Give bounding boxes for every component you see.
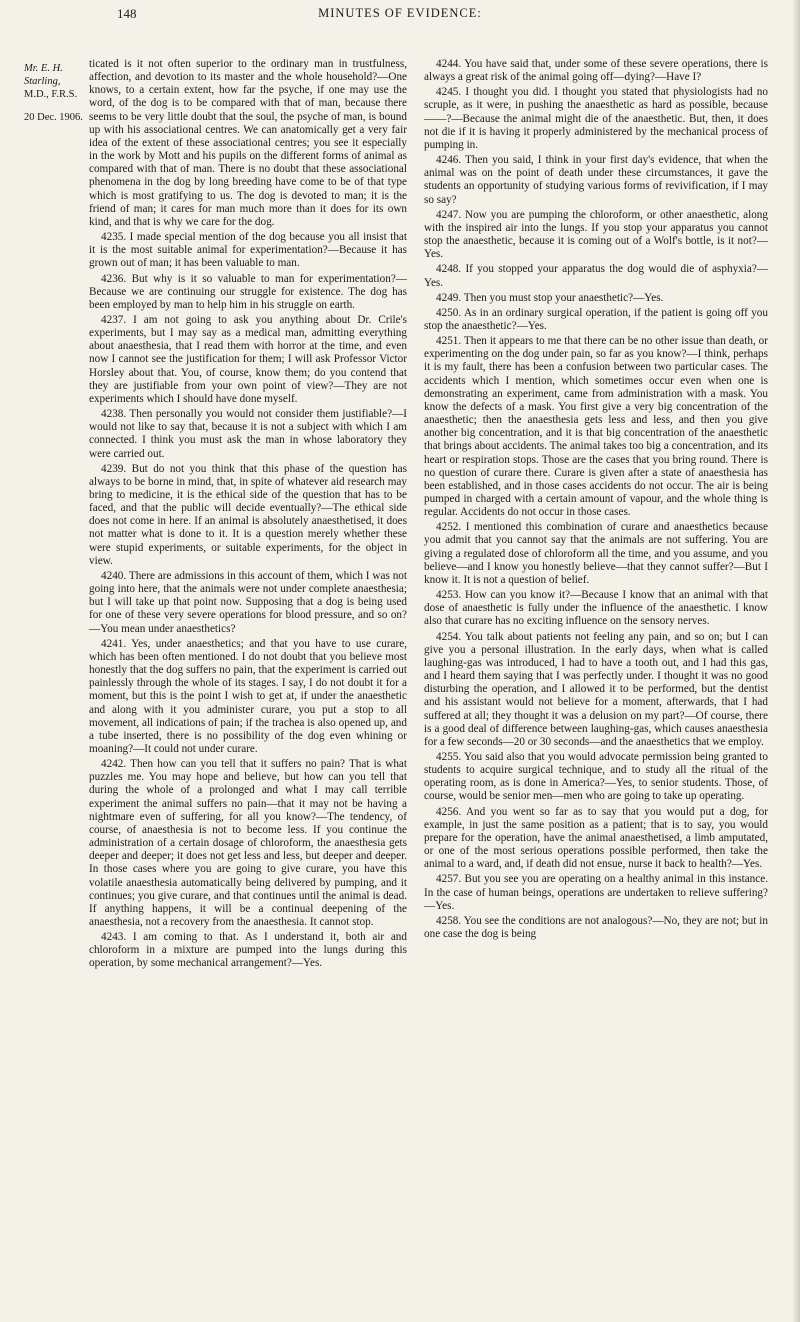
margin-note: [24, 62, 84, 124]
paragraph: 4251. Then it appears to me that there can be no other issue than death, or experimenting on the dog under pain, so far as you know?—I think, perhaps it is my fault, there has been a confusion between two particular cases. The accidents which I mention, which sometimes occur even when one is demonstrating an experiment, came from administration with a mask. You know the defects of a mask. You first give a very big concentration of the anaesthetic; then the anaesthesia gets less and less, and then you give another big concentration, and it is that big concentration of the anaesthetic that brings about accidents. The animal takes too big a concentration, and its heart or respiration stops. Those are the cases that you bring round. There is no question of curare there. Curare is given after a state of anaesthesia has been established, and in those cases accidents do not occur. The air is being pumped in charged with a certain amount of vapour, and the whole thing is regular. Accidents do not occur in those cases.: [424, 335, 768, 519]
paragraph: 4238. Then personally you would not consider them justifiable?—I would not like to say that, because it is not a subject with which I am connected. I think you must ask the man in whose laboratory they were carried out.: [89, 408, 407, 460]
paragraph: 4252. I mentioned this combination of curare and anaesthetics because you admit that you cannot say that the animals are not suffering. You are giving a regulated dose of chloroform all the time, and you assume, and you believe—and I know you honestly believe—that they cannot suffer?—But I know it. It is not a question of belief.: [424, 521, 768, 586]
page-number: 148: [117, 6, 137, 21]
evidence-date: 20 Dec. 1906.: [24, 112, 83, 123]
left-column: [89, 58, 407, 973]
paragraph: 4254. You talk about patients not feeling any pain, and so on; but I can give you a personal illustration. In the early days, when what is called laughing-gas was introduced, I had to have a tooth out, and I had this gas, and I heard them saying that I was perfectly under. I thought it was no good disturbing the operation, and I allowed it to be performed, but the dentist and his assistant would not believe for a moment, afterwards, that I had suffered at all; they thought it was a delusion on my part?—Of course, there is a good deal of difference between laughing-gas, which causes anaesthesia for a few seconds—20 or 30 seconds—and the anaesthetics that we employ.: [424, 630, 768, 748]
paragraph: ticated is it not often superior to the ordinary man in trustfulness, affection, and devotion to its master and the whole household?—One knows, to a certain extent, how far the psyche, if one may use the word, of the dog is to be compared with that of man, because there seems to be very little doubt that the soul, the psyche of man, is bound up with his associational centres. We can anatomically get a very fair idea of the extent of these associational centres; you see it especially in the work by Mott and his pupils on the different forms of animal as compared with that of man. There is no doubt that these associational phenomena in the dog by long breeding have come to be of that type which is most gratifying to us. The dog is devoted to man; it is the friend of man; it cares for man much more than it does for its own kind, and that is why we care for the dog.: [89, 58, 407, 228]
witness-name: Mr. E. H. Starling,: [24, 63, 63, 87]
paragraph: 4243. I am coming to that. As I understand it, both air and chloroform in a mixture are pumped into the lungs during this operation, by some mechanical arrangement?—Yes.: [89, 931, 407, 970]
paragraph: 4255. You said also that you would advocate permission being granted to students to acquire surgical technique, and to study all the ritual of the operating room, as is done in America?—Yes, to senior students. Those, of course, would be senior men—men who are going to take up operating.: [424, 750, 768, 803]
paragraph: 4257. But you see you are operating on a healthy animal in this instance. In the case of human beings, operations are undertaken to relieve suffering?—Yes.: [424, 873, 768, 912]
witness-degrees: M.D., F.R.S.: [24, 89, 78, 100]
paragraph: 4244. You have said that, under some of these severe operations, there is always a great risk of the animal going off—dying?—Have I?: [424, 58, 768, 84]
paragraph: 4241. Yes, under anaesthetics; and that you have to use curare, which has been often mentioned. I do not doubt that you believe most honestly that the dog suffers no pain, that the experiment is carried out painlessly through the whole of its stages. I say, I do not doubt it for a moment, but this is the point I wish to get at, if under the anaesthetic and along with it you administer curare, you put a stop to all movement, all indications of pain; if the trachea is also opened up, and a tube inserted, there is no possibility of the dog even whining or moaning?—It could not under curare.: [89, 637, 407, 755]
paragraph: 4248. If you stopped your apparatus the dog would die of asphyxia?—Yes.: [424, 263, 768, 289]
paragraph: 4247. Now you are pumping the chloroform, or other anaesthetic, along with the inspired air into the lungs. If you stop your apparatus you cannot stop the anaesthetic, because it is coming out of a Wolf's bottle, is it not?—Yes.: [424, 208, 768, 261]
paragraph: 4249. Then you must stop your anaesthetic?—Yes.: [436, 291, 664, 304]
paragraph: 4246. Then you said, I think in your first day's evidence, that when the animal was on the point of death under these circumstances, it gave the students an opportunity of studying various forms of revivification, if I may so say?: [424, 154, 768, 206]
paragraph: 4253. How can you know it?—Because I know that an animal with that dose of anaesthetic is fully under the influence of the anaesthetic. I know also that curare has no exciting influence on the sensory nerves.: [424, 589, 768, 628]
paragraph: 4245. I thought you did. I thought you stated that physiologists had no scruple, as it were, in pushing the anaesthetic as hard as possible, because——?—Because the animal might die of the anaesthetic. But, then, it does not die if it is having it properly administered by the mechanical process of pumping in.: [424, 86, 768, 151]
paragraph: 4258. You see the conditions are not analogous?—No, they are not; but in one case the dog is being: [424, 914, 768, 940]
paragraph: 4237. I am not going to ask you anything about Dr. Crile's experiments, but I may say as a medical man, admitting everything about anaesthesia, that I read them with horror at the time, and even now I cannot see the justification for them; I will ask Professor Victor Horsley about that. You, of course, know them; do you contend that they are justifiable from your own point of view?—They are not experiments which I should have done myself.: [89, 313, 407, 405]
running-title: MINUTES OF EVIDENCE:: [318, 6, 482, 20]
paragraph: 4242. Then how can you tell that it suffers no pain? That is what puzzles me. You may hope and believe, but how can you tell that during the whole of a prolonged and what I may call terrible experiment the animal suffers no pain—that it may not be having a nightmare even of suffering, for all you know?—The tendency, of course, of anaesthesia is not to become less. If you continue the administration of a certain dosage of chloroform, the anaesthesia gets deeper and deeper; it does not get less and less, but deeper and deeper. In those cases where you are going to give curare, you have this volatile anaesthesia automatically being delivered by pumping, and it continues; you give curare, and that continues until the animal is dead. If anything happens, it will be a continual deepening of the anaesthesia, not a recovery from the anaesthesia. It cannot stop.: [89, 758, 407, 928]
paragraph: 4240. There are admissions in this account of them, which I was not going into here, that the animals were not under complete anaesthesia; but I will take up that point now. Supposing that a dog is being used for one of these very severe operations for blood pressure, and so on?—You mean under anaesthetics?: [89, 569, 407, 635]
right-column: [424, 58, 768, 943]
paragraph: 4250. As in an ordinary surgical operation, if the patient is going off you stop the anaesthetic?—Yes.: [424, 306, 768, 332]
paragraph: 4235. I made special mention of the dog because you all insist that it is the most suitable animal for experimentation?—Because it has grown out of man; it has been valuable to man.: [89, 231, 407, 270]
paragraph: 4236. But why is it so valuable to man for experimentation?—Because we are continuing our struggle for existence. The dog has been employed by man to help him in his struggle on earth.: [89, 272, 407, 311]
page-edge-shadow: [792, 0, 800, 1322]
paragraph: 4239. But do not you think that this phase of the question has always to be borne in mind, that, in spite of whatever aid research may bring to medicine, it is the ethical side of the question that has to be faced, and that the public will decide eventually?—The ethical side does not come in here. If an animal is absolutely anaesthetised, it does not matter what is done to it. It is a question merely whether these were stupid experiments, or suitable experiments, for the object in view.: [89, 462, 407, 567]
paragraph: 4256. And you went so far as to say that you would put a dog, for example, in just the same position as a patient; that is to say, you would prepare for the operation, have the animal anaesthetised, a limb amputated, or one of the most serious operations possible performed, then take the animal to a ward, and, if death did not ensue, nurse it back to health?—Yes.: [424, 805, 768, 871]
